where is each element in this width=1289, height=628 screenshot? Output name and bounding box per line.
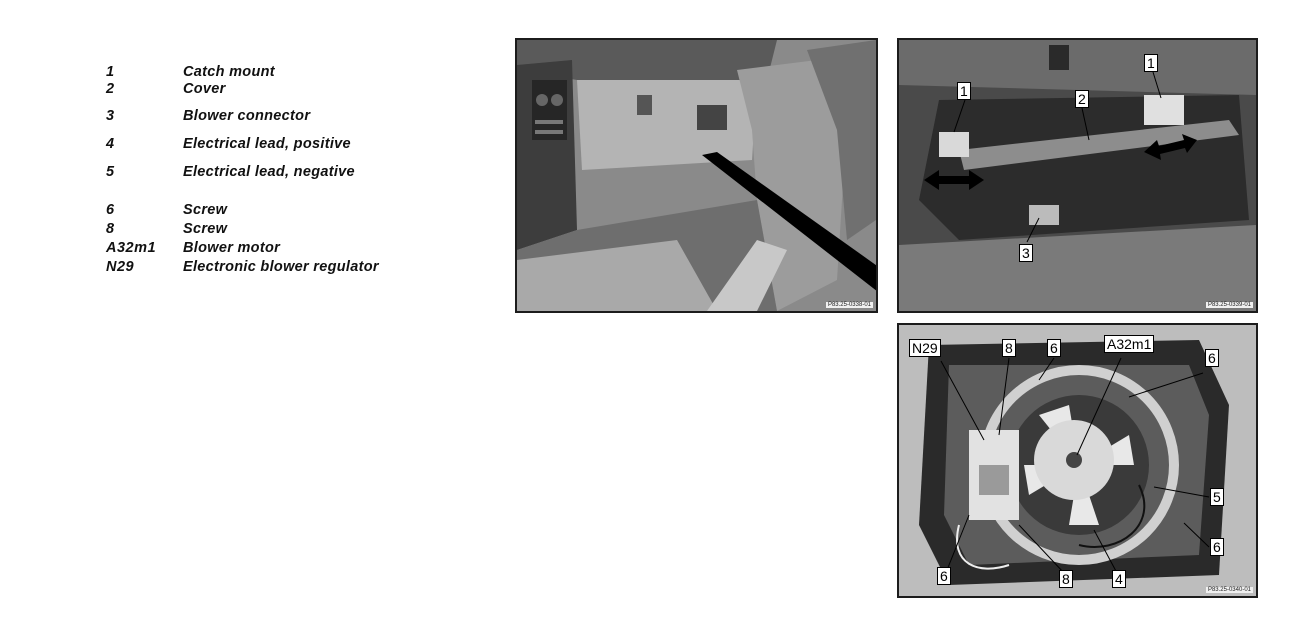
interior-illustration xyxy=(517,40,876,311)
legend-label: Cover xyxy=(183,81,226,97)
legend-number: A32m1 xyxy=(106,240,157,256)
legend-number: 1 xyxy=(106,64,115,80)
glovebox-illustration xyxy=(899,40,1256,311)
legend-label: Screw xyxy=(183,221,228,237)
legend-label: Electronic blower regulator xyxy=(183,259,379,275)
callout-screw-8-bottom: 8 xyxy=(1059,570,1073,588)
legend-label: Screw xyxy=(183,202,228,218)
legend-label: Blower motor xyxy=(183,240,281,256)
callout-screw-6-top: 6 xyxy=(1047,339,1061,357)
legend-label: Electrical lead, negative xyxy=(183,164,355,180)
callout-screw-8-top: 8 xyxy=(1002,339,1016,357)
photo-caption: P83.25-0339-01 xyxy=(1207,302,1251,308)
callout-lead-negative: 5 xyxy=(1210,488,1224,506)
legend-number: 5 xyxy=(106,164,115,180)
legend-number: 4 xyxy=(106,136,115,152)
legend-number: 2 xyxy=(106,81,115,97)
interior-photo xyxy=(515,38,878,313)
callout-a32m1: A32m1 xyxy=(1104,335,1154,353)
callout-catch-mount-left: 1 xyxy=(957,82,971,100)
legend-number: 6 xyxy=(106,202,115,218)
legend-number: N29 xyxy=(106,259,135,275)
callout-screw-6-bottom-left: 6 xyxy=(937,567,951,585)
legend-number: 3 xyxy=(106,108,115,124)
callout-screw-6-right-top: 6 xyxy=(1205,349,1219,367)
photo-caption: P83.25-0338-01 xyxy=(827,302,871,308)
legend-label: Catch mount xyxy=(183,64,275,80)
blower-photo xyxy=(897,323,1258,598)
legend-label: Blower connector xyxy=(183,108,311,124)
callout-cover: 2 xyxy=(1075,90,1089,108)
callout-blower-connector: 3 xyxy=(1019,244,1033,262)
callout-n29: N29 xyxy=(909,339,941,357)
callout-lead-positive: 4 xyxy=(1112,570,1126,588)
blower-illustration xyxy=(899,325,1256,596)
callout-screw-6-right-bottom: 6 xyxy=(1210,538,1224,556)
legend-label: Electrical lead, positive xyxy=(183,136,351,152)
legend-number: 8 xyxy=(106,221,115,237)
callout-catch-mount-right: 1 xyxy=(1144,54,1158,72)
photo-caption: P83.25-0340-01 xyxy=(1207,587,1251,593)
glovebox-photo xyxy=(897,38,1258,313)
